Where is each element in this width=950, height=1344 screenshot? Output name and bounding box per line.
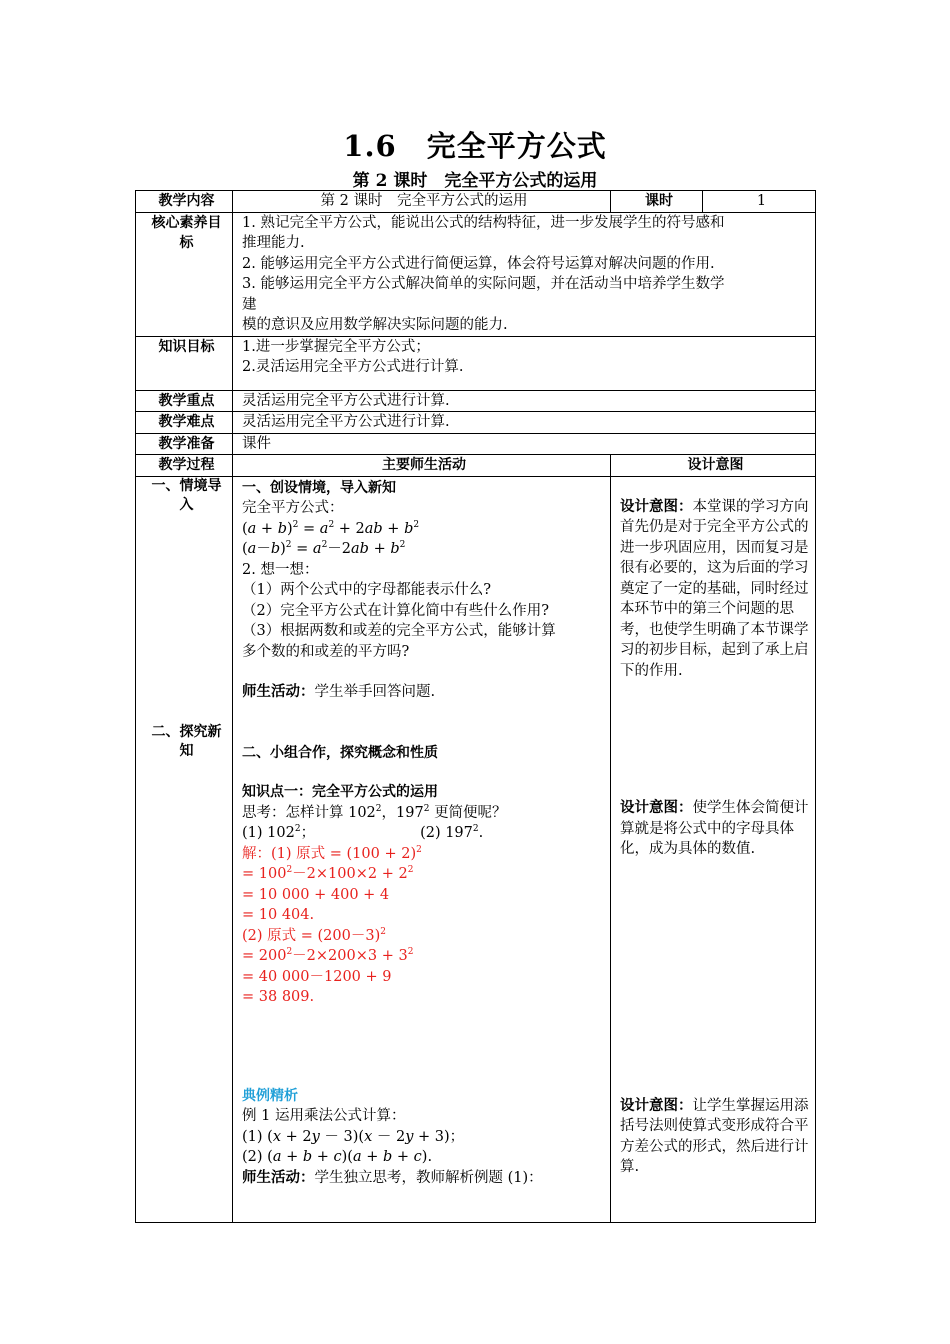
section1-activity (242, 682, 606, 703)
teaching-content-label: 教学内容 (136, 191, 233, 213)
core-goals-label-text: 核心素养目标 (151, 214, 222, 251)
design-label-3: 设计意图： (620, 1096, 693, 1114)
stage-1: 一、情境导入 (151, 477, 222, 513)
preparation-label: 教学准备 (136, 433, 233, 455)
row-key-points (136, 390, 816, 412)
activity-column (233, 476, 611, 1222)
knowledge-goals-label: 知识目标 (136, 336, 233, 390)
core-goal-line: 建 (242, 296, 257, 313)
think-pre: 思考：怎样计算 (242, 804, 344, 821)
design-text-3: 让学生掌握运用添括号法则使算式变形成符合平方差公式的形式，然后进行计算. (620, 1097, 809, 1175)
difficult-points-label: 教学难点 (136, 412, 233, 434)
design-header: 设计意图 (611, 455, 816, 477)
preparation-value: 课件 (233, 433, 816, 455)
section2-activity (242, 1168, 606, 1189)
core-goal-line: 模的意识及应用数学解决实际问题的能力. (242, 317, 508, 333)
design-text-1: 本堂课的学习方向首先仍是对于完全平方公式的进一步巩固应用，因而复习是很有必要的，这为后面的学习奠定了一定的基础，同时经过本环节中的第三个问题的思考，也使学生明确了本节课学习的初步目标，起到了承上启下的作用. (620, 498, 809, 679)
process-label: 教学过程 (136, 455, 233, 477)
activity-label: 师生活动： (242, 683, 315, 700)
page-title: 1.6 完全平方公式 (343, 129, 607, 163)
core-goals-label (136, 212, 233, 336)
section1-intro: 完全平方公式： (242, 500, 344, 516)
question-2: （2）完全平方公式在计算化简中有些什么作用? (242, 602, 549, 619)
design-note-1 (620, 497, 811, 682)
example-section-title: 典例精析 (242, 1087, 298, 1104)
formula-sum-square: $(a + b)^2 = a^2 + 2ab + b^2$ (242, 519, 420, 537)
core-goal-line: 2. 能够运用完全平方公式进行简便运算，体会符号运算对解决问题的作用. (242, 255, 715, 272)
knowledge-goal-line: 2.灵活运用完全平方公式进行计算. (242, 359, 464, 375)
section2-heading: 二、小组合作，探究概念和性质 (242, 744, 438, 761)
knowledge-goals-content (233, 336, 816, 390)
solution-1-line-4: = 10 404. (242, 907, 315, 923)
hours-value: 1 (703, 191, 816, 213)
design-column (611, 476, 816, 1222)
activity-text-2: 学生独立思考，教师解析例题 (1)： (314, 1169, 543, 1186)
solution-2-line-3: = 40 000－1200 + 9 (242, 968, 392, 985)
row-core-goals (136, 212, 816, 336)
design-text-2: 使学生体会简便计算就是将公式中的字母具体化，成为具体的数值. (620, 800, 809, 857)
think-post: 更简便呢？ (434, 804, 507, 821)
section1-think: 2. 想一想： (242, 561, 319, 578)
row-process-body (136, 476, 816, 1222)
question-3-cont: 多个数的和或差的平方吗? (242, 643, 410, 660)
difficult-points-value: 灵活运用完全平方公式进行计算. (233, 412, 816, 434)
solution-1-line-1: 解：(1) 原式 = $(100 + 2)^2$ (242, 844, 422, 862)
key-points-label: 教学重点 (136, 390, 233, 412)
design-note-3 (620, 1096, 811, 1178)
stage-2: 二、探究新知 (151, 723, 222, 759)
key-points-value: 灵活运用完全平方公式进行计算. (233, 390, 816, 412)
hours-label: 课时 (611, 191, 703, 213)
activity-header: 主要师生活动 (233, 455, 611, 477)
core-goal-line: 推理能力. (242, 235, 305, 251)
solution-2-label: (2) 原式 (242, 927, 297, 944)
core-goal-line: 3. 能够运用完全平方公式解决简单的实际问题，并在活动当中培养学生数学 (242, 276, 725, 292)
solution-1-label: 解：(1) 原式 (242, 845, 326, 862)
question-1: （1）两个公式中的字母都能表示什么? (242, 582, 491, 598)
solution-2-line-1: (2) 原式 = $(200-3)^2$ (242, 926, 386, 944)
solution-2-line-4: = 38 809. (242, 989, 315, 1005)
example-1: 例 1 运用乘法公式计算： (242, 1108, 406, 1124)
design-label-1: 设计意图： (620, 497, 693, 515)
example-1-part-1: (1) (x + 2y － 3)(x － 2y + 3)； (242, 1128, 465, 1145)
exercise-items: (1) $102^2$； (2) $197^2$. (242, 824, 484, 841)
core-goals-content (233, 212, 816, 336)
design-label-2: 设计意图： (620, 799, 693, 816)
solution-2-line-2: = $200^2-2\times 200\times 3 + 3^2$ (242, 947, 414, 964)
lesson-plan-table (135, 190, 816, 1223)
teaching-content-value: 第 2 课时 完全平方公式的运用 (233, 191, 611, 213)
knowledge-point-1: 知识点一：完全平方公式的运用 (242, 784, 438, 800)
activity-label-2: 师生活动： (242, 1168, 315, 1186)
design-note-2 (620, 798, 811, 860)
knowledge-goal-line: 1.进一步掌握完全平方公式； (242, 338, 430, 355)
page-subtitle: 第 2 课时 完全平方公式的运用 (352, 171, 598, 191)
section1-heading: 一、创设情境，导入新知 (242, 479, 396, 496)
example-1-part-2: (2) (a + b + c)(a + b + c). (242, 1149, 433, 1165)
row-teaching-content (136, 191, 816, 213)
formula-diff-square: $(a-b)^2 = a^2-2ab + b^2$ (242, 540, 406, 557)
think-question: 思考：怎样计算 $102^2$，$197^2$ 更简便呢？ (242, 803, 507, 821)
row-difficult-points (136, 412, 816, 434)
question-3: （3）根据两数和或差的完全平方公式，能够计算 (242, 623, 556, 639)
solution-1-line-2: = $100^2-2\times 100\times 2 + 2^2$ (242, 865, 414, 882)
solution-1-line-3: = 10 000 + 400 + 4 (242, 886, 390, 903)
row-preparation (136, 433, 816, 455)
core-goal-line: 1. 熟记完全平方公式，能说出公式的结构特征，进一步发展学生的符号感和 (242, 214, 725, 231)
stage-column (136, 476, 233, 1222)
activity-text: 学生举手回答问题. (314, 684, 436, 700)
row-process-header (136, 455, 816, 477)
row-knowledge-goals (136, 336, 816, 390)
